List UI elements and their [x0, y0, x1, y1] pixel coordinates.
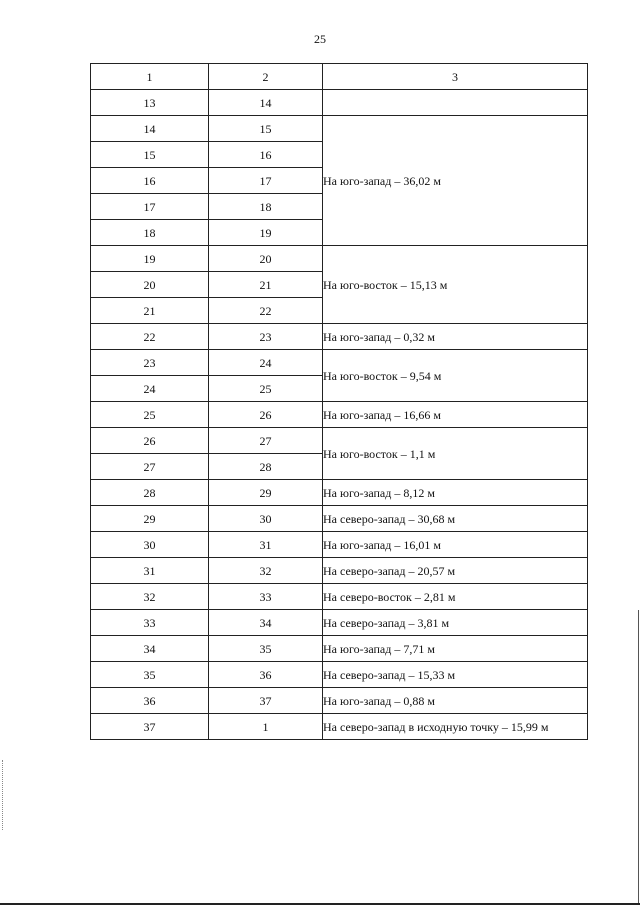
table-row: [91, 116, 588, 142]
cell-point-to: 25: [209, 376, 323, 402]
cell-point-from: 24: [91, 376, 209, 402]
cell-point-to: 22: [209, 298, 323, 324]
cell-point-from: 18: [91, 220, 209, 246]
cell-point-from: 15: [91, 142, 209, 168]
cell-point-from: 30: [91, 532, 209, 558]
table-row: [91, 532, 588, 558]
table-row: [91, 584, 588, 610]
cell-point-from: 22: [91, 324, 209, 350]
cell-point-from: 21: [91, 298, 209, 324]
header-col-2: 2: [209, 64, 323, 90]
cell-point-to: 26: [209, 402, 323, 428]
table-row: [91, 688, 588, 714]
cell-direction-distance: На юго-запад – 7,71 м: [323, 636, 588, 662]
cell-direction-distance: На юго-запад – 16,66 м: [323, 402, 588, 428]
cell-point-from: 23: [91, 350, 209, 376]
cell-direction-distance: На юго-запад – 0,88 м: [323, 688, 588, 714]
cell-direction-distance: На юго-восток – 9,54 м: [323, 350, 588, 402]
cell-point-to: 1: [209, 714, 323, 740]
table-row: [91, 324, 588, 350]
cell-direction-distance: На юго-восток – 15,13 м: [323, 246, 588, 324]
cell-point-to: 34: [209, 610, 323, 636]
cell-direction-distance: На юго-запад – 16,01 м: [323, 532, 588, 558]
table-row: [91, 506, 588, 532]
table-body: [91, 64, 588, 740]
scan-edge-left: [2, 760, 4, 830]
header-col-3: 3: [323, 64, 588, 90]
cell-point-to: 31: [209, 532, 323, 558]
cell-point-from: 26: [91, 428, 209, 454]
cell-direction-distance: На северо-запад – 3,81 м: [323, 610, 588, 636]
cell-point-to: 37: [209, 688, 323, 714]
table-row: [91, 428, 588, 454]
cell-point-to: 24: [209, 350, 323, 376]
cell-point-from: 31: [91, 558, 209, 584]
table-row: [91, 480, 588, 506]
cell-point-to: 33: [209, 584, 323, 610]
cell-point-to: 32: [209, 558, 323, 584]
cell-point-to: 30: [209, 506, 323, 532]
table-row: [91, 558, 588, 584]
cell-direction-distance: На северо-запад в исходную точку – 15,99 м: [323, 714, 588, 740]
cell-point-from: 33: [91, 610, 209, 636]
cell-point-to: 20: [209, 246, 323, 272]
table-row: [91, 246, 588, 272]
cell-point-from: 25: [91, 402, 209, 428]
cell-point-from: 14: [91, 116, 209, 142]
cell-point-from: 19: [91, 246, 209, 272]
cell-point-from: 32: [91, 584, 209, 610]
table-row: [91, 662, 588, 688]
cell-point-to: 36: [209, 662, 323, 688]
cell-point-to: 18: [209, 194, 323, 220]
cell-point-to: 21: [209, 272, 323, 298]
cell-direction-distance: На юго-запад – 0,32 м: [323, 324, 588, 350]
cell-direction-distance: На юго-запад – 8,12 м: [323, 480, 588, 506]
table-row: [91, 350, 588, 376]
cell-point-from: 17: [91, 194, 209, 220]
cell-point-to: 17: [209, 168, 323, 194]
table-row: [91, 610, 588, 636]
cell-point-to: 28: [209, 454, 323, 480]
cell-point-from: 20: [91, 272, 209, 298]
table-row: [91, 402, 588, 428]
cell-direction-distance: На юго-запад – 36,02 м: [323, 116, 588, 246]
table-row: [91, 90, 588, 116]
cell-point-from: 16: [91, 168, 209, 194]
coordinates-table: [90, 63, 588, 740]
cell-point-from: 36: [91, 688, 209, 714]
cell-direction-distance: На юго-восток – 1,1 м: [323, 428, 588, 480]
scan-edge-right: [638, 610, 639, 905]
cell-point-from: 28: [91, 480, 209, 506]
cell-direction-distance: На северо-запад – 20,57 м: [323, 558, 588, 584]
cell-point-to: 16: [209, 142, 323, 168]
header-col-1: 1: [91, 64, 209, 90]
cell-point-from: 34: [91, 636, 209, 662]
cell-direction-distance: На северо-запад – 15,33 м: [323, 662, 588, 688]
cell-direction-distance: На северо-запад – 30,68 м: [323, 506, 588, 532]
page-number: 25: [314, 32, 326, 46]
cell-point-from: 27: [91, 454, 209, 480]
cell-point-from: 37: [91, 714, 209, 740]
cell-point-to: 14: [209, 90, 323, 116]
cell-point-to: 29: [209, 480, 323, 506]
cell-point-to: 15: [209, 116, 323, 142]
cell-point-to: 23: [209, 324, 323, 350]
cell-point-from: 29: [91, 506, 209, 532]
cell-point-to: 27: [209, 428, 323, 454]
cell-point-from: 13: [91, 90, 209, 116]
table-row: [91, 714, 588, 740]
cell-point-from: 35: [91, 662, 209, 688]
table-row: [91, 636, 588, 662]
table-header-row: [91, 64, 588, 90]
cell-direction-distance: На северо-восток – 2,81 м: [323, 584, 588, 610]
cell-point-to: 19: [209, 220, 323, 246]
cell-direction-distance: [323, 90, 588, 116]
cell-point-to: 35: [209, 636, 323, 662]
